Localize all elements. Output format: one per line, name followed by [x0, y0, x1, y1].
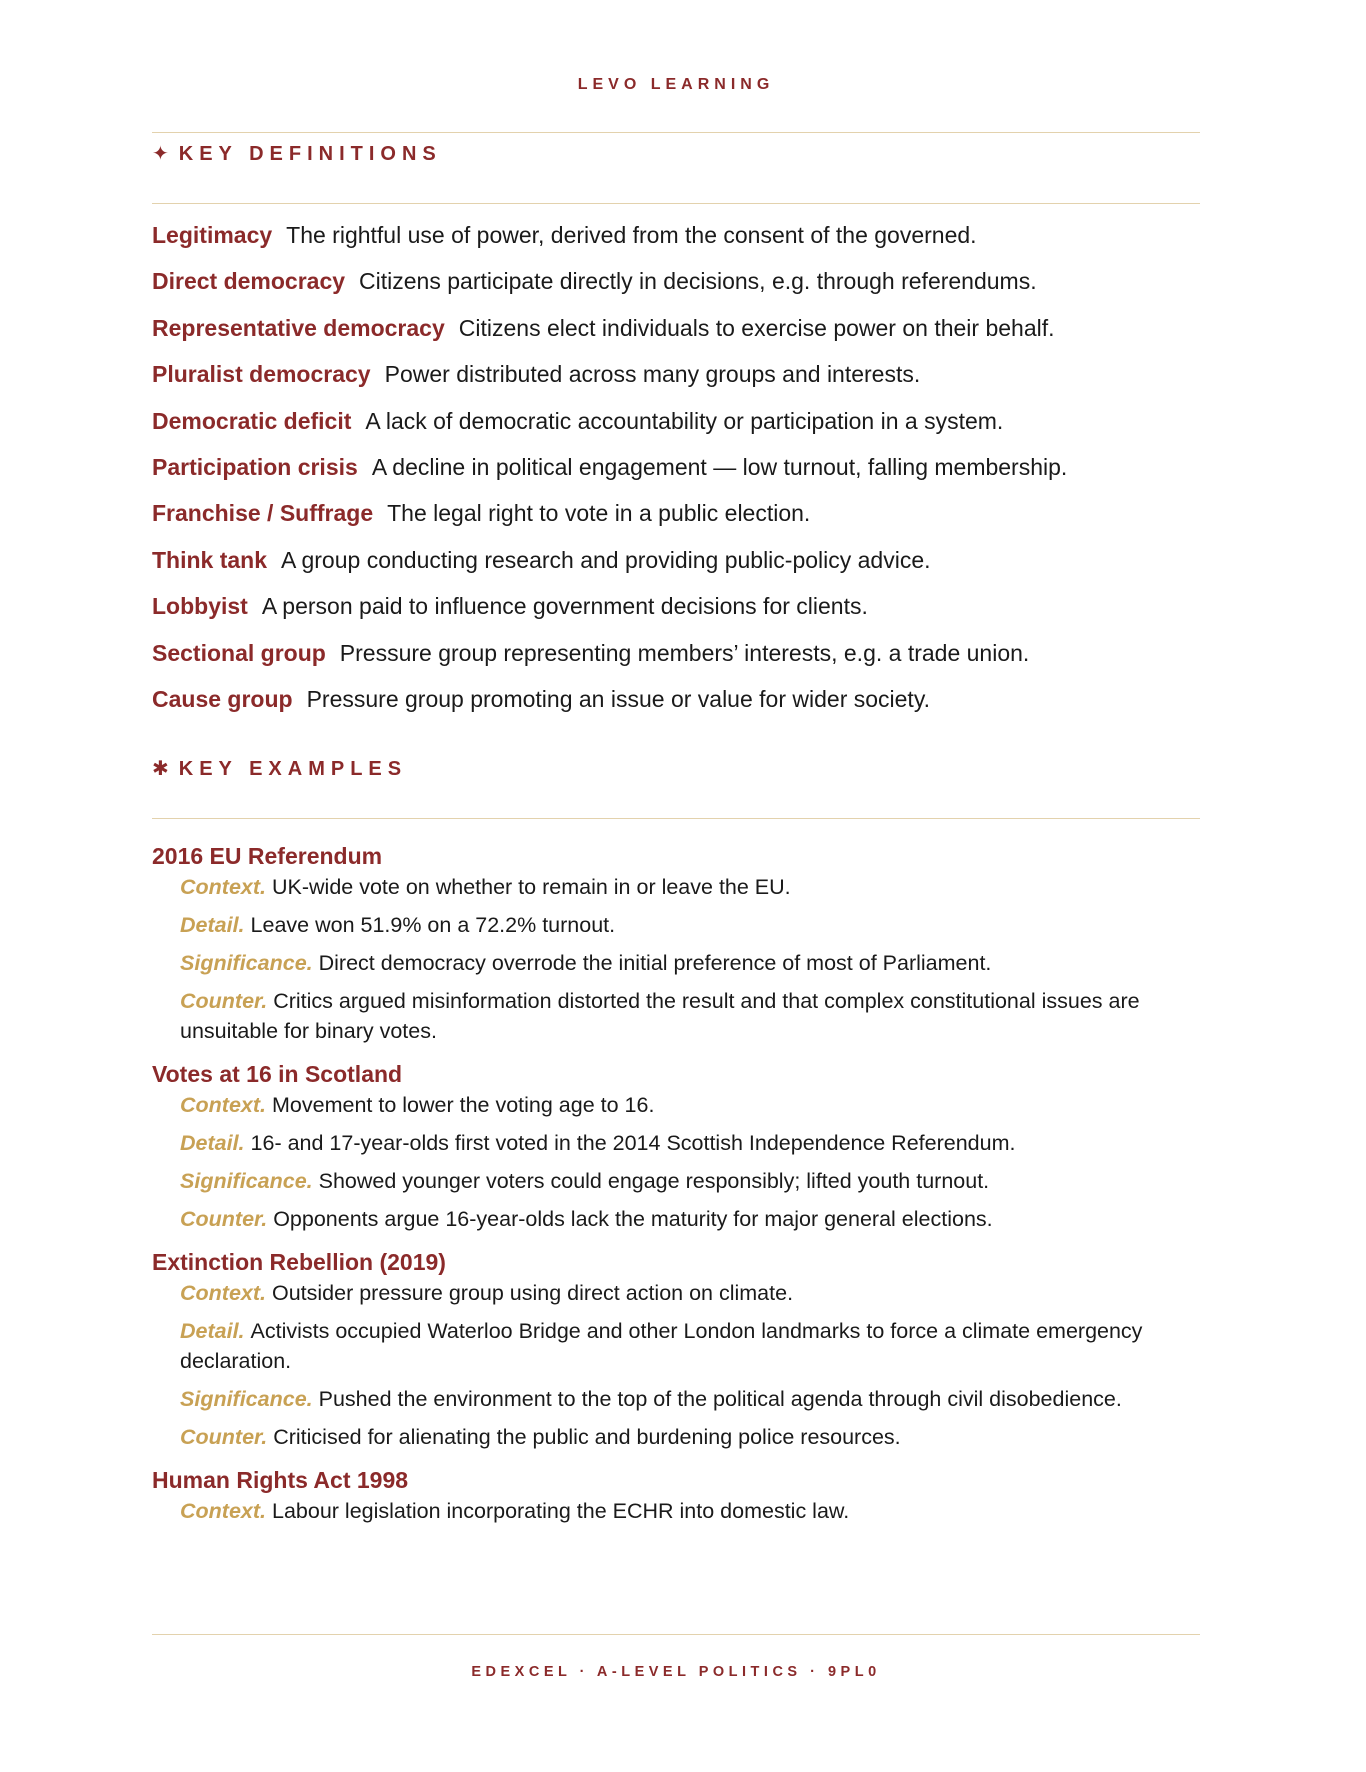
definition-item: [152, 265, 1200, 311]
example-line: [152, 1166, 1200, 1196]
definition-text: Power distributed across many groups and interests.: [384, 361, 921, 388]
definition-text: A person paid to influence government decisions for clients.: [261, 593, 868, 620]
definition-item: [152, 405, 1200, 451]
definition-item: [152, 544, 1200, 590]
definition-text: Citizens participate directly in decisions, e.g. through referendums.: [359, 268, 1037, 295]
examples-list: [152, 840, 1200, 1538]
examples-heading: [152, 756, 407, 781]
definition-text: Pressure group promoting an issue or value for wider society.: [306, 685, 931, 712]
definition-item: [152, 683, 1200, 729]
example-label: Context.: [180, 1499, 266, 1523]
example-text: Labour legislation incorporating the ECHR into domestic law.: [272, 1499, 850, 1523]
definition-term: Pluralist democracy: [152, 361, 371, 388]
example-line: [152, 872, 1200, 902]
definition-item: [152, 358, 1200, 404]
example-line: [152, 1204, 1200, 1234]
definition-item: [152, 637, 1200, 683]
example-text: Pushed the environment to the top of the political agenda through civil disobedience.: [318, 1387, 1122, 1411]
footer-divider: [152, 1634, 1200, 1635]
example-line: [152, 1422, 1200, 1452]
definitions-divider: [152, 203, 1200, 204]
example-text: Activists occupied Waterloo Bridge and other London landmarks to force a climate emergency declaration.: [180, 1319, 1143, 1373]
definition-term: Direct democracy: [152, 268, 346, 295]
example-block: [152, 840, 1200, 1046]
definition-item: [152, 497, 1200, 543]
example-text: Outsider pressure group using direct action on climate.: [272, 1281, 794, 1305]
definition-term: Democratic deficit: [152, 407, 352, 434]
example-line: [152, 1384, 1200, 1414]
definition-item: [152, 312, 1200, 358]
example-line: [152, 1090, 1200, 1120]
definition-item: [152, 451, 1200, 497]
example-text: Criticised for alienating the public and burdening police resources.: [273, 1425, 901, 1449]
sparkle-icon: ✦: [152, 143, 169, 165]
definition-term: Sectional group: [152, 639, 326, 666]
definition-text: A decline in political engagement — low turnout, falling membership.: [371, 453, 1068, 480]
definition-item: [152, 219, 1200, 265]
examples-divider: [152, 818, 1200, 819]
example-label: Significance.: [180, 951, 313, 975]
example-title: Votes at 16 in Scotland: [152, 1061, 403, 1087]
example-line: [152, 986, 1200, 1046]
example-text: Critics argued misinformation distorted the result and that complex constitutional issues are unsuitable for binary votes.: [180, 989, 1140, 1043]
example-line: [152, 1496, 1200, 1526]
brand-header: LEVO LEARNING: [577, 76, 775, 93]
definition-item: [152, 590, 1200, 636]
definition-term: Lobbyist: [152, 593, 248, 620]
example-text: Movement to lower the voting age to 16.: [272, 1093, 655, 1117]
example-label: Detail.: [180, 1131, 245, 1155]
example-label: Context.: [180, 1093, 266, 1117]
example-title: 2016 EU Referendum: [152, 843, 383, 869]
example-line: [152, 1128, 1200, 1158]
examples-title: KEY EXAMPLES: [178, 758, 408, 780]
definition-term: Franchise / Suffrage: [152, 500, 374, 527]
example-text: Leave won 51.9% on a 72.2% turnout.: [250, 913, 616, 937]
definition-term: Cause group: [152, 685, 293, 712]
example-line: [152, 948, 1200, 978]
definition-term: Think tank: [152, 546, 268, 573]
example-label: Counter.: [180, 1425, 268, 1449]
example-title: Human Rights Act 1998: [152, 1467, 409, 1493]
example-block: [152, 1246, 1200, 1452]
definition-term: Participation crisis: [152, 453, 358, 480]
example-block: [152, 1464, 1200, 1526]
example-title: Extinction Rebellion (2019): [152, 1249, 446, 1275]
definition-text: A group conducting research and providing public-policy advice.: [281, 546, 931, 573]
definition-text: The rightful use of power, derived from the consent of the governed.: [286, 222, 977, 248]
footer-text: EDEXCEL · A-LEVEL POLITICS · 9PL0: [471, 1664, 881, 1680]
example-text: UK-wide vote on whether to remain in or leave the EU.: [272, 875, 791, 899]
example-label: Context.: [180, 875, 266, 899]
example-label: Significance.: [180, 1169, 313, 1193]
example-label: Counter.: [180, 1207, 268, 1231]
definition-text: Pressure group representing members’ interests, e.g. a trade union.: [339, 639, 1030, 666]
top-divider: [152, 132, 1200, 133]
example-line: [152, 1316, 1200, 1376]
example-label: Context.: [180, 1281, 266, 1305]
example-text: Showed younger voters could engage responsibly; lifted youth turnout.: [318, 1169, 990, 1193]
definition-text: A lack of democratic accountability or participation in a system.: [365, 407, 1004, 434]
definition-term: Legitimacy: [152, 222, 273, 248]
example-line: [152, 1278, 1200, 1308]
definitions-heading: [152, 141, 442, 166]
example-block: [152, 1058, 1200, 1234]
definition-text: Citizens elect individuals to exercise power on their behalf.: [458, 314, 1055, 341]
definitions-list: [152, 219, 1200, 729]
example-label: Significance.: [180, 1387, 313, 1411]
example-text: Opponents argue 16-year-olds lack the maturity for major general elections.: [273, 1207, 993, 1231]
definition-term: Representative democracy: [152, 314, 445, 341]
example-label: Detail.: [180, 913, 245, 937]
asterisk-icon: ✱: [152, 758, 169, 780]
example-text: Direct democracy overrode the initial preference of most of Parliament.: [318, 951, 992, 975]
example-label: Counter.: [180, 989, 268, 1013]
example-label: Detail.: [180, 1319, 245, 1343]
definitions-title: KEY DEFINITIONS: [178, 143, 442, 165]
example-line: [152, 910, 1200, 940]
example-text: 16- and 17-year-olds first voted in the 2014 Scottish Independence Referendum.: [250, 1131, 1016, 1155]
definition-text: The legal right to vote in a public election.: [387, 500, 811, 527]
